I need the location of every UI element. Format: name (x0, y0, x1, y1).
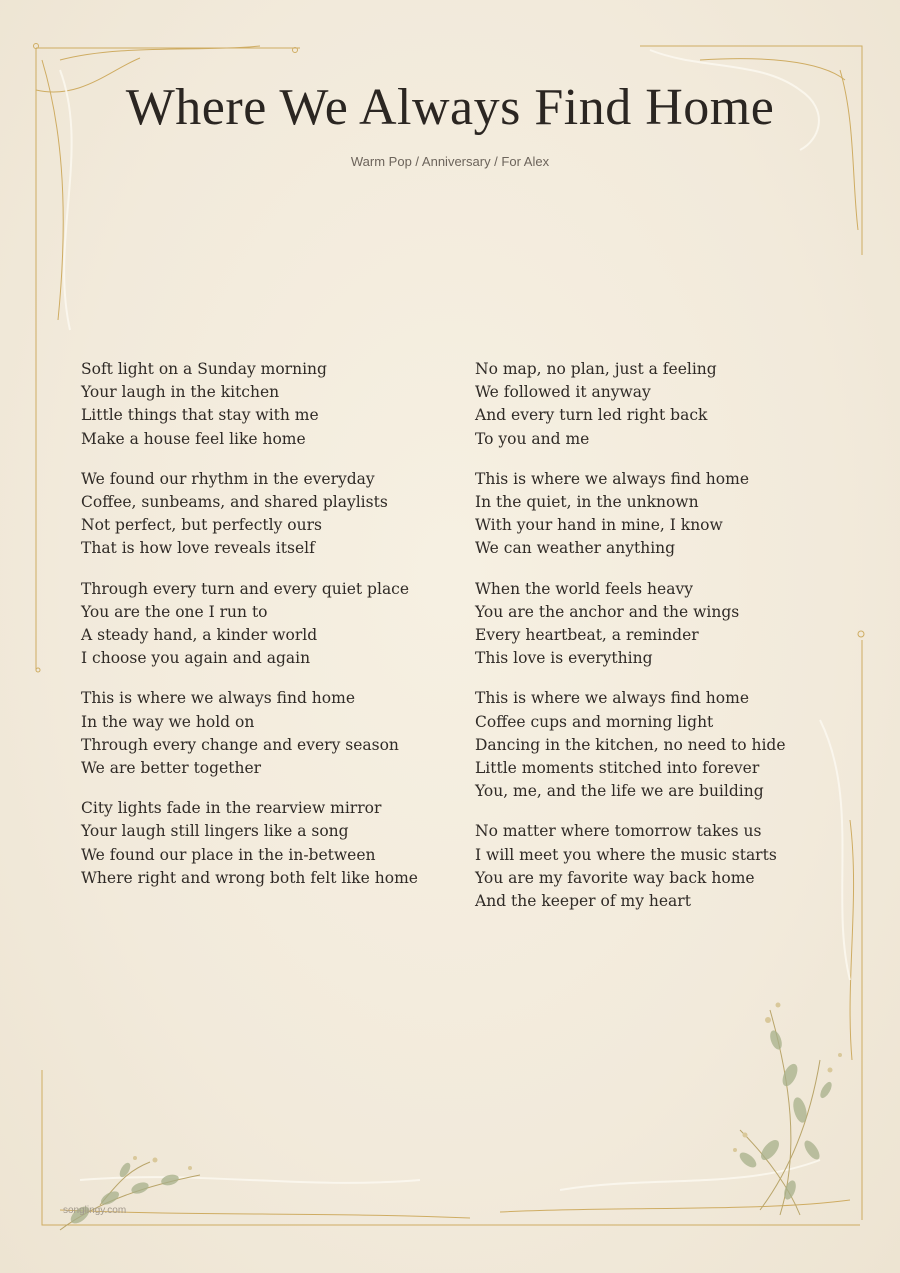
lyric-line: No matter where tomorrow takes us (475, 822, 762, 841)
stanza (475, 687, 875, 803)
lyric-line: This is where we always find home (81, 689, 355, 708)
lyric-line: To you and me (475, 429, 590, 448)
lyric-line: Through every turn and every quiet place (81, 579, 410, 598)
lyric-line: Little moments stitched into forever (475, 759, 760, 778)
lyric-line: You, me, and the life we are building (475, 782, 764, 801)
lyric-line: A steady hand, a kinder world (81, 626, 318, 645)
stanza (81, 468, 481, 561)
lyric-line: With your hand in mine, I know (475, 516, 723, 535)
lyric-line: We followed it anyway (475, 383, 651, 402)
lyric-line: Through every change and every season (81, 735, 399, 754)
lyric-line: You are my favorite way back home (475, 868, 755, 887)
lyric-line: Little things that stay with me (81, 406, 319, 425)
lyric-line: Soft light on a Sunday morning (81, 360, 327, 378)
stanza (81, 797, 481, 890)
lyric-line: We found our place in the in-between (81, 845, 376, 864)
lyric-line: This love is everything (475, 649, 653, 668)
lyric-line: Your laugh still lingers like a song (81, 822, 349, 841)
lyric-line: Where right and wrong both felt like home (81, 868, 418, 887)
lyric-line: I choose you again and again (81, 649, 311, 668)
stanza (475, 468, 875, 561)
lyric-line: This is where we always find home (475, 689, 749, 708)
lyric-line: In the way we hold on (81, 712, 255, 731)
lyric-line: No map, no plan, just a feeling (475, 360, 717, 378)
lyric-line: We are better together (81, 759, 262, 778)
lyric-line: Every heartbeat, a reminder (475, 626, 699, 645)
lyric-line: This is where we always find home (475, 469, 749, 488)
lyric-line: I will meet you where the music starts (475, 845, 777, 864)
stanza (475, 358, 875, 451)
lyric-line: In the quiet, in the unknown (475, 493, 699, 512)
lyric-line: Your laugh in the kitchen (81, 383, 280, 402)
lyric-line: When the world feels heavy (475, 579, 693, 598)
stanza (81, 578, 481, 671)
lyric-line: City lights fade in the rearview mirror (81, 799, 382, 818)
lyric-line: Dancing in the kitchen, no need to hide (475, 735, 786, 754)
stanza (475, 578, 875, 671)
lyric-line: You are the one I run to (81, 602, 268, 621)
brand-watermark: songlingy.com (63, 1205, 127, 1216)
lyric-line: That is how love reveals itself (81, 539, 315, 558)
lyric-line: And the keeper of my heart (475, 892, 691, 911)
stanza (81, 687, 481, 780)
lyric-line: You are the anchor and the wings (475, 602, 740, 621)
lyric-line: We can weather anything (475, 539, 676, 558)
lyric-line: And every turn led right back (475, 406, 708, 425)
lyric-line: We found our rhythm in the everyday (81, 469, 375, 488)
lyric-line: Make a house feel like home (81, 429, 306, 448)
lyric-line: Coffee cups and morning light (475, 712, 714, 731)
lyrics-column-right (475, 358, 875, 930)
lyrics-column-left (81, 358, 481, 907)
song-title: Where We Always Find Home (125, 79, 775, 136)
stanza (81, 358, 481, 451)
lyric-line: Coffee, sunbeams, and shared playlists (81, 493, 388, 512)
song-subtitle: Warm Pop / Anniversary / For Alex (350, 154, 550, 169)
lyric-line: Not perfect, but perfectly ours (81, 516, 322, 535)
stanza (475, 820, 875, 913)
